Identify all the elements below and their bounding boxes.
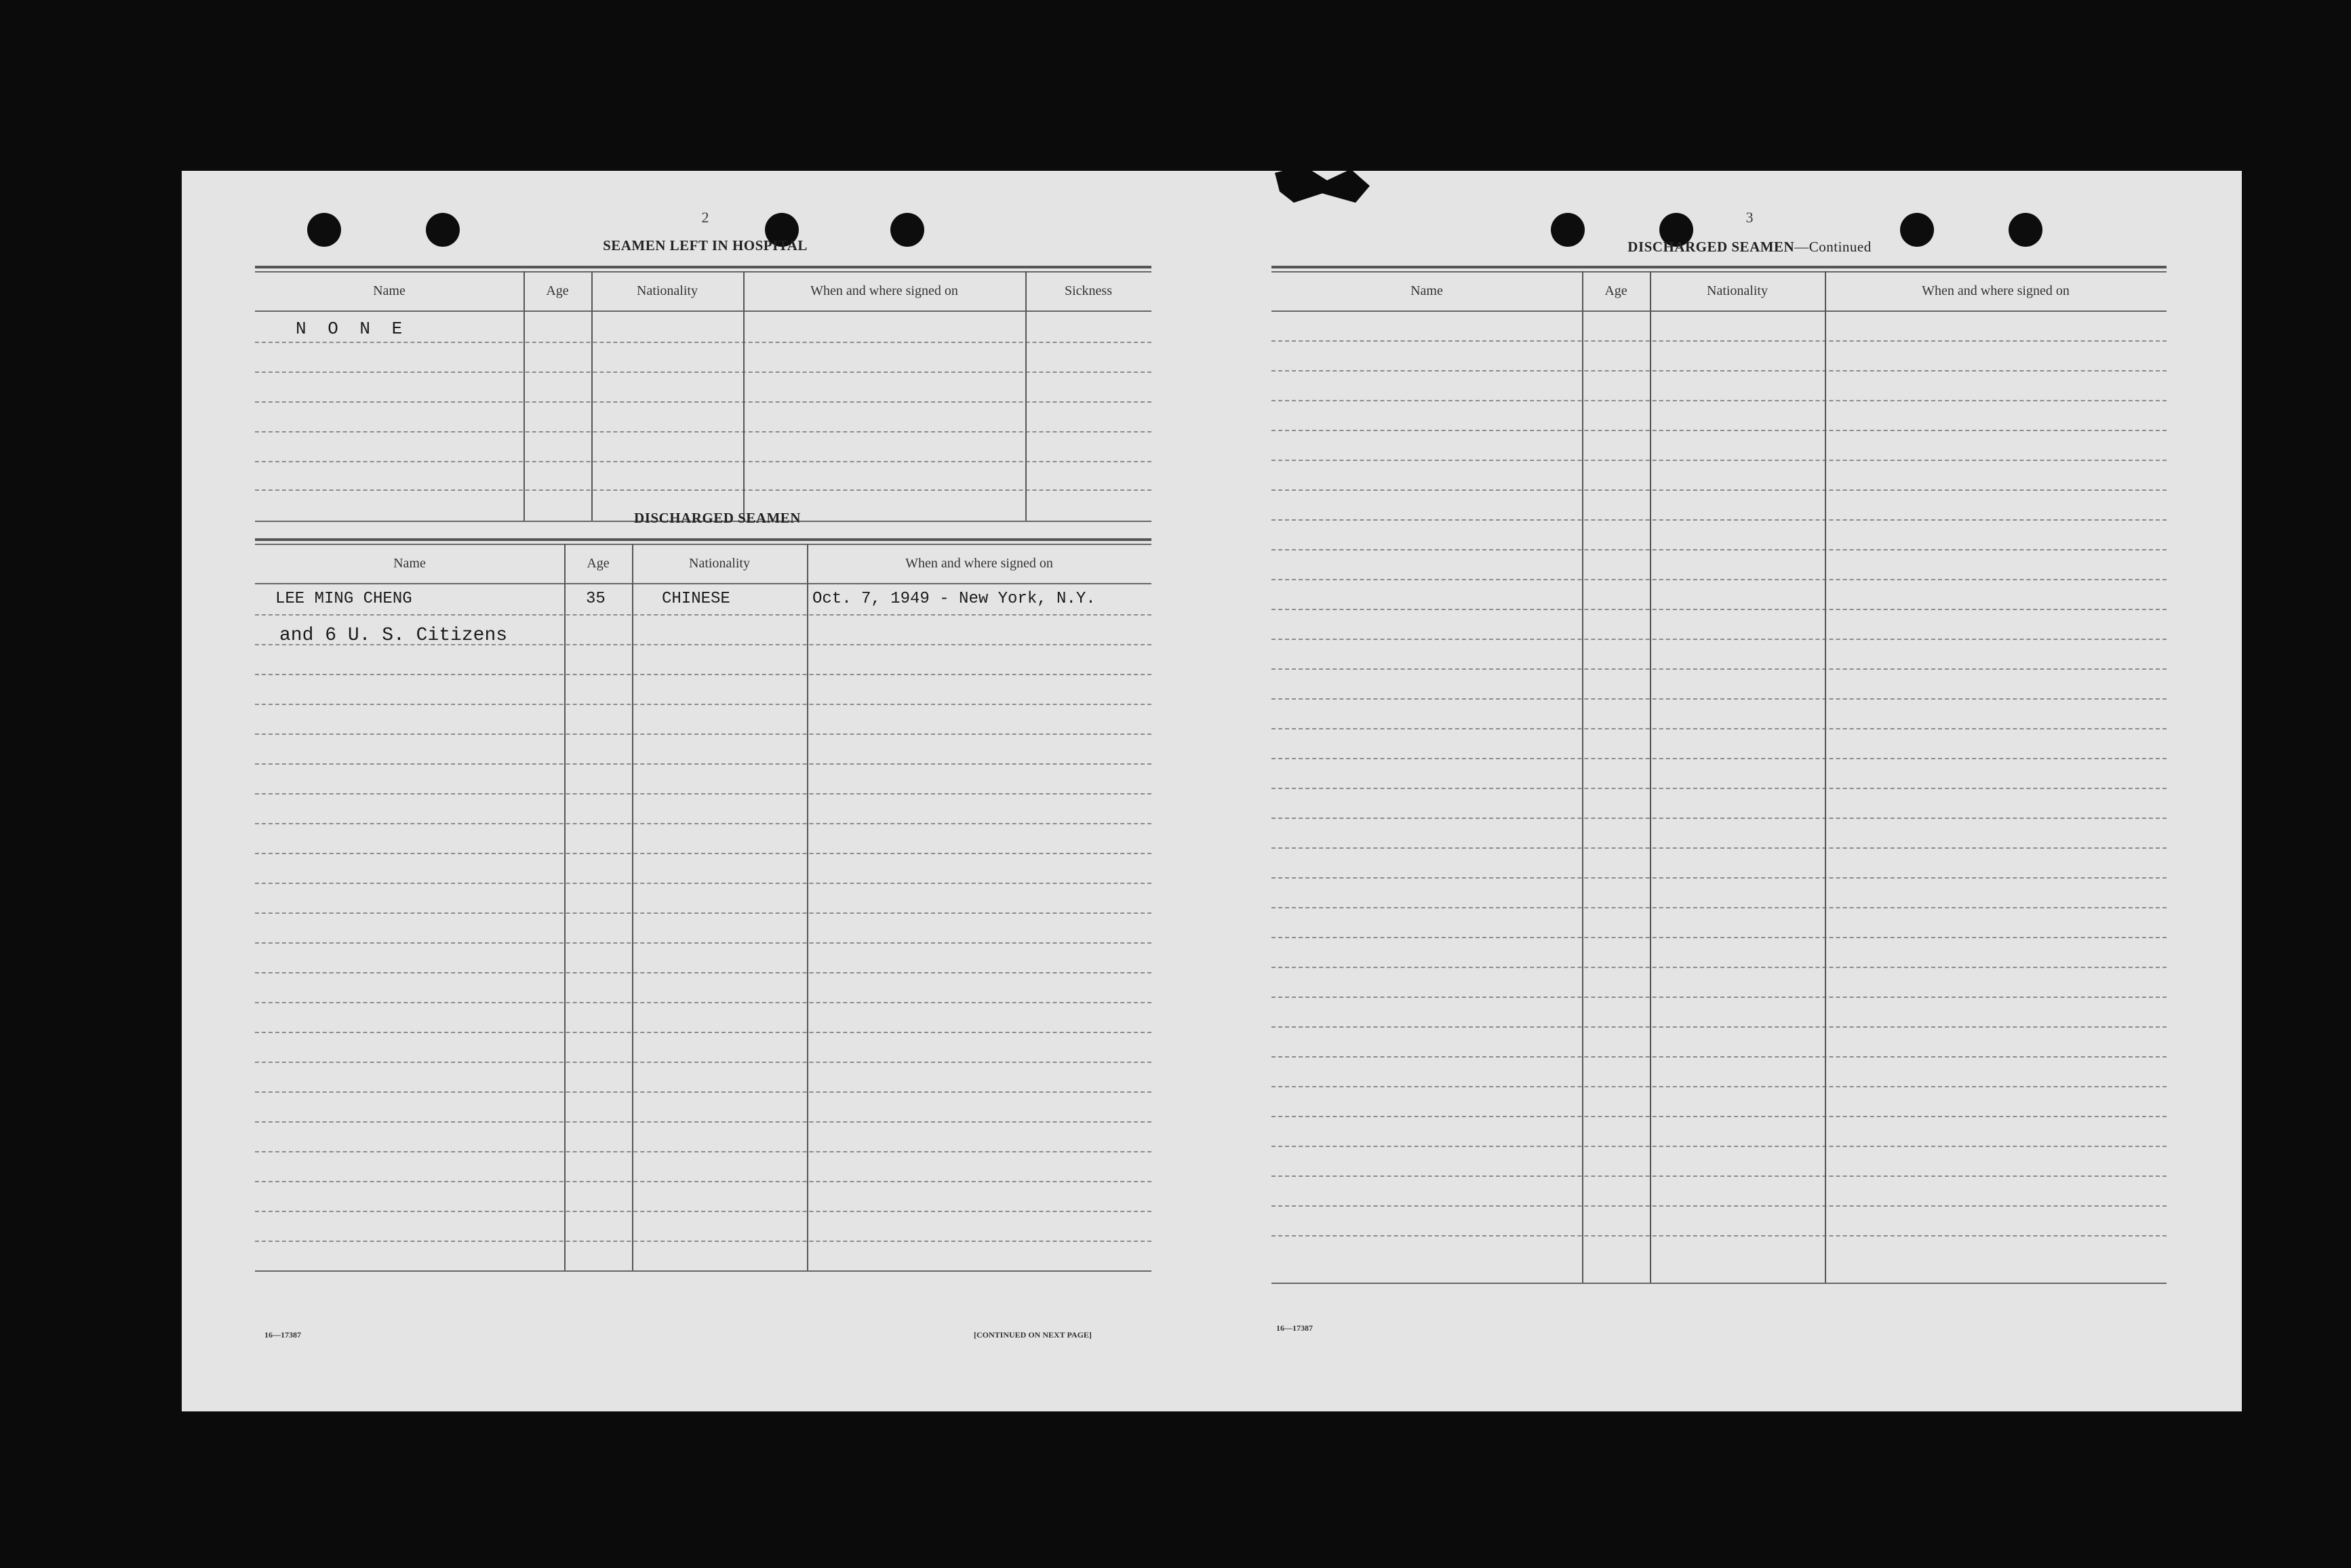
seaman-age: 35 (586, 590, 606, 608)
page-number: 3 (1745, 209, 1754, 226)
form-code: 16—17387 (264, 1330, 301, 1340)
discharged-continued-table (1271, 266, 2167, 1323)
seaman-nationality: CHINESE (662, 590, 730, 608)
column-header-signed-on: When and where signed on (1922, 283, 2070, 298)
punch-hole (890, 213, 924, 247)
column-header-age: Age (1604, 283, 1627, 298)
column-header-age: Age (546, 283, 569, 298)
form-code: 16—17387 (1276, 1323, 1313, 1333)
right-page (1212, 171, 2242, 1411)
hospital-section-title: SEAMEN LEFT IN HOSPITAL (603, 237, 808, 254)
column-header-signed-on: When and where signed on (810, 283, 958, 298)
column-header-name: Name (1410, 283, 1443, 298)
title-main: DISCHARGED SEAMEN (1627, 239, 1795, 255)
title-suffix: —Continued (1794, 239, 1872, 255)
seaman-name-additional: and 6 U. S. Citizens (279, 625, 508, 646)
discharged-continued-title (1627, 239, 1871, 256)
column-header-nationality: Nationality (637, 283, 698, 298)
column-header-age: Age (587, 556, 610, 571)
column-header-name: Name (393, 556, 426, 571)
hospital-entry: N O N E (296, 319, 408, 339)
punch-hole (1551, 213, 1585, 247)
seaman-signed-on: Oct. 7, 1949 - New York, N.Y. (812, 590, 1096, 608)
continued-note: [CONTINUED ON NEXT PAGE] (974, 1330, 1092, 1340)
left-page (182, 171, 1212, 1411)
document-sheet (182, 171, 2242, 1411)
punch-hole (2009, 213, 2042, 247)
punch-hole (1900, 213, 1934, 247)
seaman-name: LEE MING CHENG (275, 590, 412, 608)
column-header-sickness: Sickness (1065, 283, 1112, 298)
column-header-signed-on: When and where signed on (905, 556, 1053, 571)
column-header-name: Name (373, 283, 406, 298)
column-header-nationality: Nationality (1707, 283, 1768, 298)
punch-hole (307, 213, 341, 247)
page-number: 2 (701, 209, 709, 226)
discharged-table (255, 538, 1151, 1325)
discharged-section-title: DISCHARGED SEAMEN (634, 510, 801, 526)
punch-hole (426, 213, 460, 247)
column-header-nationality: Nationality (689, 556, 750, 571)
